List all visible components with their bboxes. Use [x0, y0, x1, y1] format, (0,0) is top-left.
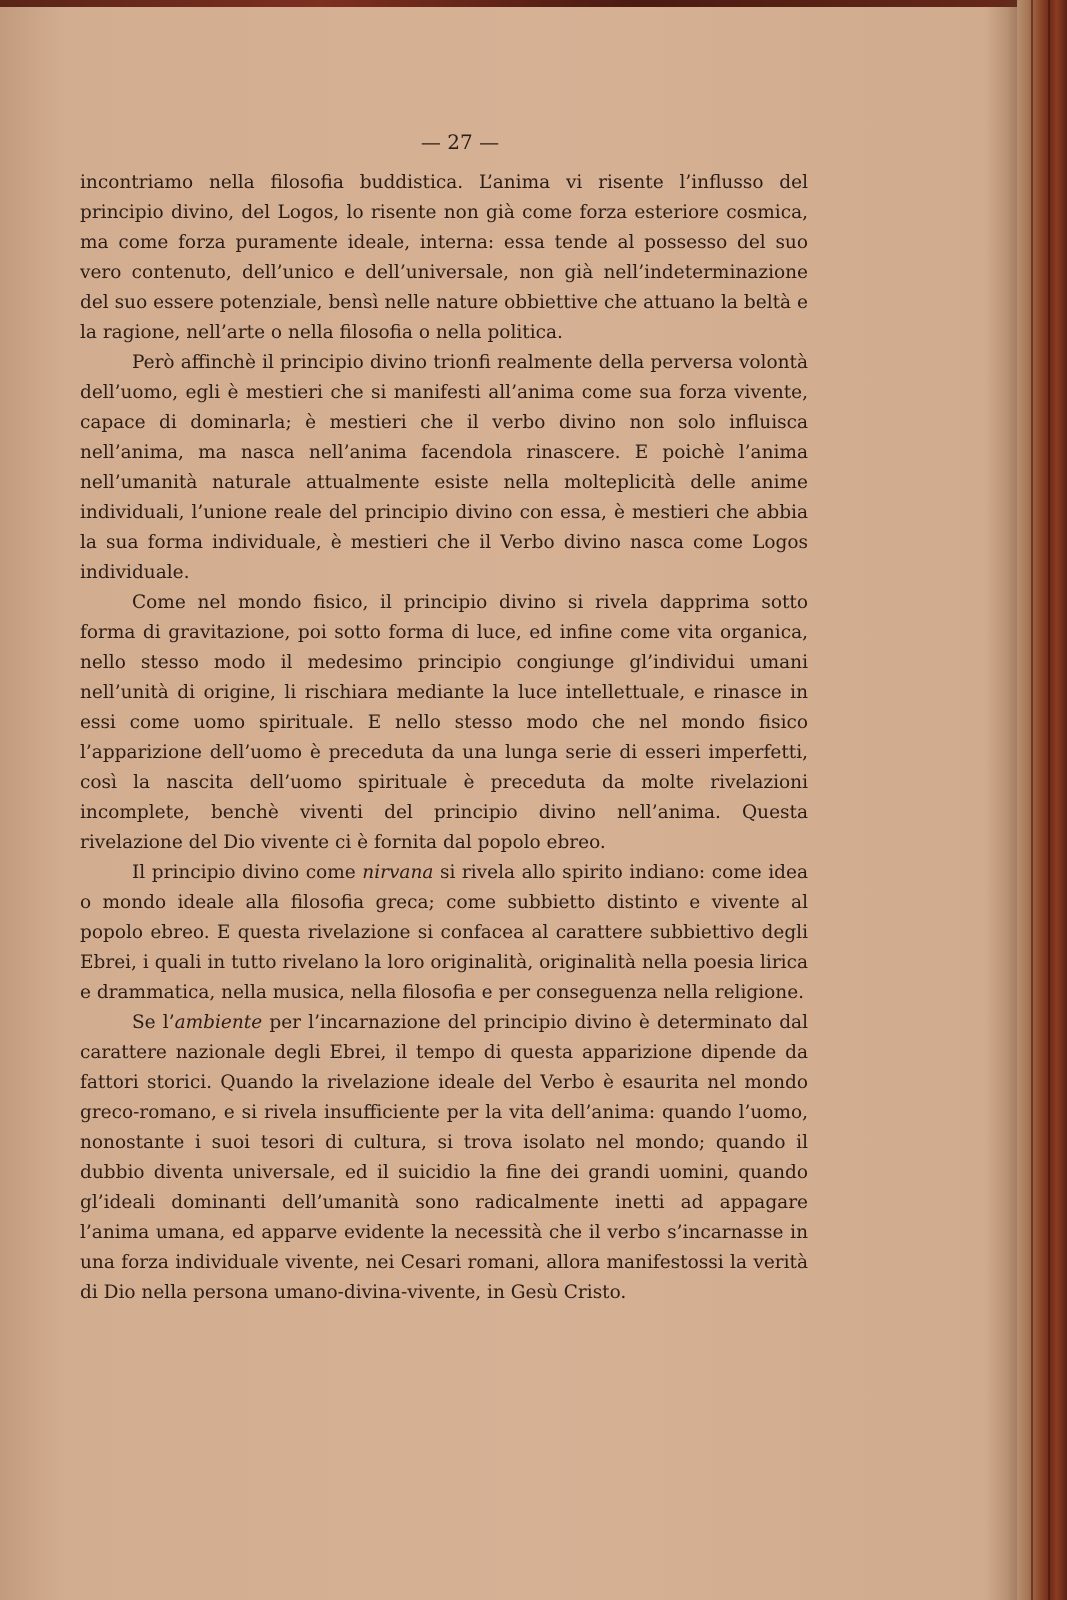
- page-top-edge: [0, 0, 1067, 7]
- text-segment: si rivela allo spirito indiano: come idea o mondo ideale alla filosofia greca; come subbietto distinto e vivente al popolo ebreo. E questa rivelazione si confacea al carattere subbiettivo degli Ebrei, i quali in tutto rivelano la loro originalità, originalità nella poesia lirica e drammatica, nella musica, nella filosofia e per conseguenza nella religione.: [80, 862, 808, 1003]
- paragraph-p5: [80, 1008, 808, 1308]
- text-segment: Però affinchè il principio divino trionfi realmente della perversa volontà dell’uomo, egli è mestieri che si manifesti all’anima come sua forza vivente, capace di dominarla; è mestieri che il verbo divino non solo influisca nell’anima, ma nasca nell’anima facendola rinascere. E poichè l’anima nell’umanità naturale attualmente esiste nella molteplicità delle anime individuali, l’unione reale del principio divino con essa, è mestieri che abbia la sua forma individuale, è mestieri che il Verbo divino nasca come Logos individuale.: [80, 352, 808, 583]
- text-segment: Come nel mondo fisico, il principio divino si rivela dapprima sotto forma di gravitazione, poi sotto forma di luce, ed infine come vita organica, nello stesso modo il medesimo principio congiunge gl’individui umani nell’unità di origine, li rischiara mediante la luce intellettuale, e rinasce in essi come uomo spirituale. E nello stesso modo che nel mondo fisico l’apparizione dell’uomo è preceduta da una lunga serie di esseri imperfetti, così la nascita dell’uomo spirituale è preceduta da molte rivelazioni incomplete, benchè viventi del principio divino nell’anima. Questa rivelazione del Dio vivente ci è fornita dal popolo ebreo.: [80, 592, 808, 853]
- text-segment: incontriamo nella filosofia buddistica. L’anima vi risente l’influsso del principio divino, del Logos, lo risente non già come forza esteriore cosmica, ma come forza puramente ideale, interna: essa tende al possesso del suo vero contenuto, dell’unico e dell’universale, non già nell’indeterminazione del suo essere potenziale, bensì nelle nature obbiettive che attuano la beltà e la ragione, nell’arte o nella filosofia o nella politica.: [80, 172, 808, 343]
- italic-term: nirvana: [362, 862, 434, 883]
- spine-line: [1048, 0, 1050, 1600]
- gutter-shadow: [985, 0, 1017, 1600]
- spine-line: [1031, 0, 1033, 1600]
- book-spine: [1017, 0, 1067, 1600]
- italic-term: ambiente: [174, 1012, 263, 1033]
- paragraph-p2: [80, 348, 808, 588]
- body-text: [80, 168, 808, 1308]
- page-number: — 27 —: [420, 130, 500, 154]
- paragraph-p4: [80, 858, 808, 1008]
- text-segment: Se l’: [132, 1012, 175, 1033]
- paragraph-p1: [80, 168, 808, 348]
- text-segment: per l’incarnazione del principio divino è determinato dal carattere nazionale degli Ebrei, il tempo di questa apparizione dipende da fattori storici. Quando la rivelazione ideale del Verbo è esaurita nel mondo greco-romano, e si rivela insufficiente per la vita dell’anima: quando l’uomo, nonostante i suoi tesori di cultura, si trova isolato nel mondo; quando il dubbio diventa universale, ed il suicidio la fine dei grandi uomini, quando gl’ideali dominanti dell’umanità sono radicalmente inetti ad appagare l’anima umana, ed apparve evidente la necessità che il verbo s’incarnasse in una forza individuale vivente, nei Cesari romani, allora manifestossi la verità di Dio nella persona umano-divina-vivente, in Gesù Cristo.: [80, 1012, 808, 1303]
- paragraph-p3: [80, 588, 808, 858]
- text-segment: Il principio divino come: [132, 862, 363, 883]
